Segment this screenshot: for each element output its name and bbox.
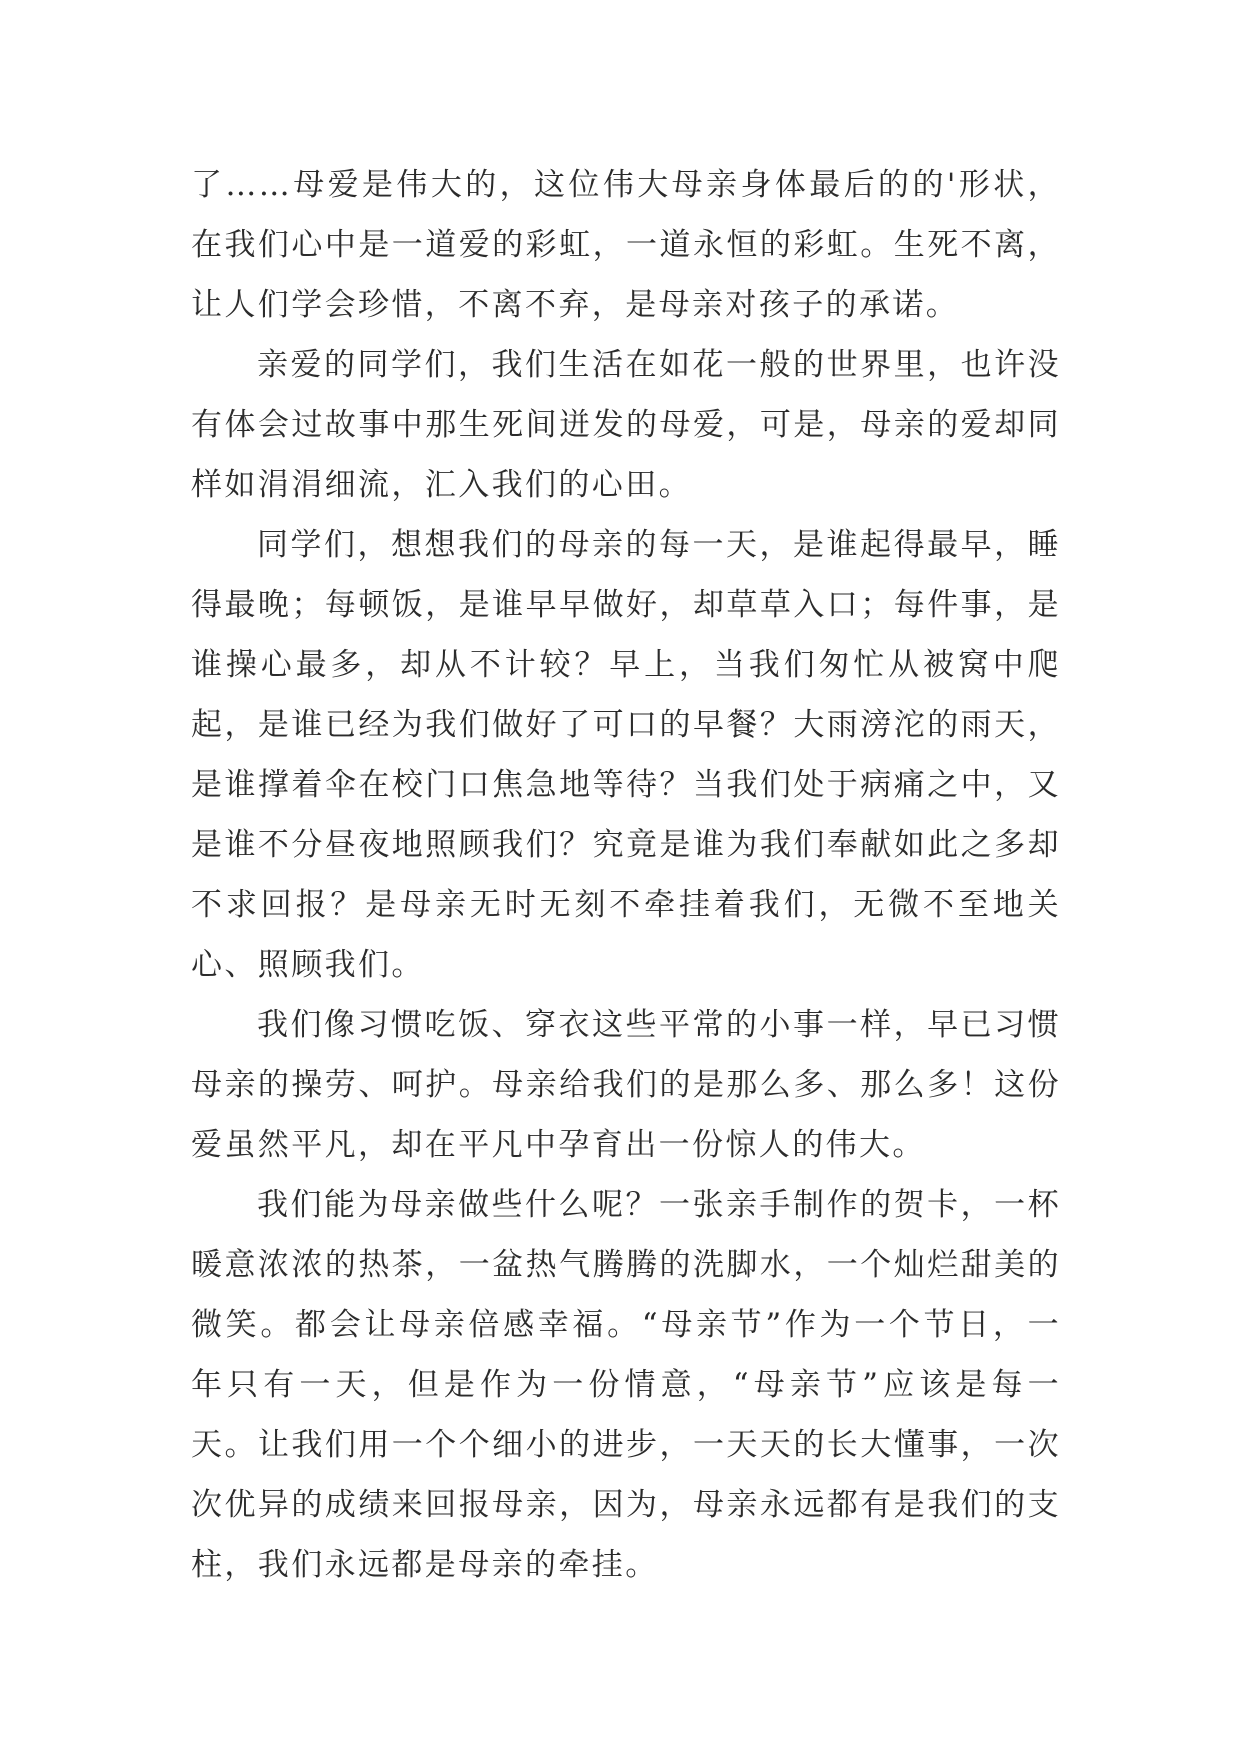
paragraph-2: 亲爱的同学们，我们生活在如花一般的世界里，也许没有体会过故事中那生死间迸发的母爱，可是，母亲的爱却同样如涓涓细流，汇入我们的心田。 xyxy=(191,347,1061,503)
paragraph-5: 我们能为母亲做些什么呢？一张亲手制作的贺卡，一杯暖意浓浓的热茶，一盆热气腾腾的洗脚水，一个灿烂甜美的微笑。都会让母亲倍感幸福。“母亲节”作为一个节日，一年只有一天，但是作为一份情意，“母亲节”应该是每一天。让我们用一个个细小的进步，一天天的长大懂事，一次次优异的成绩来回报母亲，因为，母亲永远都有是我们的支柱，我们永远都是母亲的牵挂。 xyxy=(191,1187,1061,1583)
paragraph-3: 同学们，想想我们的母亲的每一天，是谁起得最早，睡得最晚；每顿饭，是谁早早做好，却草草入口；每件事，是谁操心最多，却从不计较？早上，当我们匆忙从被窝中爬起，是谁已经为我们做好了可口的早餐？大雨滂沱的雨天，是谁撑着伞在校门口焦急地等待？当我们处于病痛之中，又是谁不分昼夜地照顾我们？究竟是谁为我们奉献如此之多却不求回报？是母亲无时无刻不牵挂着我们，无微不至地关心、照顾我们。 xyxy=(191,527,1061,983)
body-text xyxy=(191,155,1061,1595)
paragraph-1: 了……母爱是伟大的，这位伟大母亲身体最后的的'形状，在我们心中是一道爱的彩虹，一道永恒的彩虹。生死不离，让人们学会珍惜，不离不弃，是母亲对孩子的承诺。 xyxy=(191,167,1061,323)
paragraph-4: 我们像习惯吃饭、穿衣这些平常的小事一样，早已习惯母亲的操劳、呵护。母亲给我们的是那么多、那么多！这份爱虽然平凡，却在平凡中孕育出一份惊人的伟大。 xyxy=(191,1007,1061,1163)
